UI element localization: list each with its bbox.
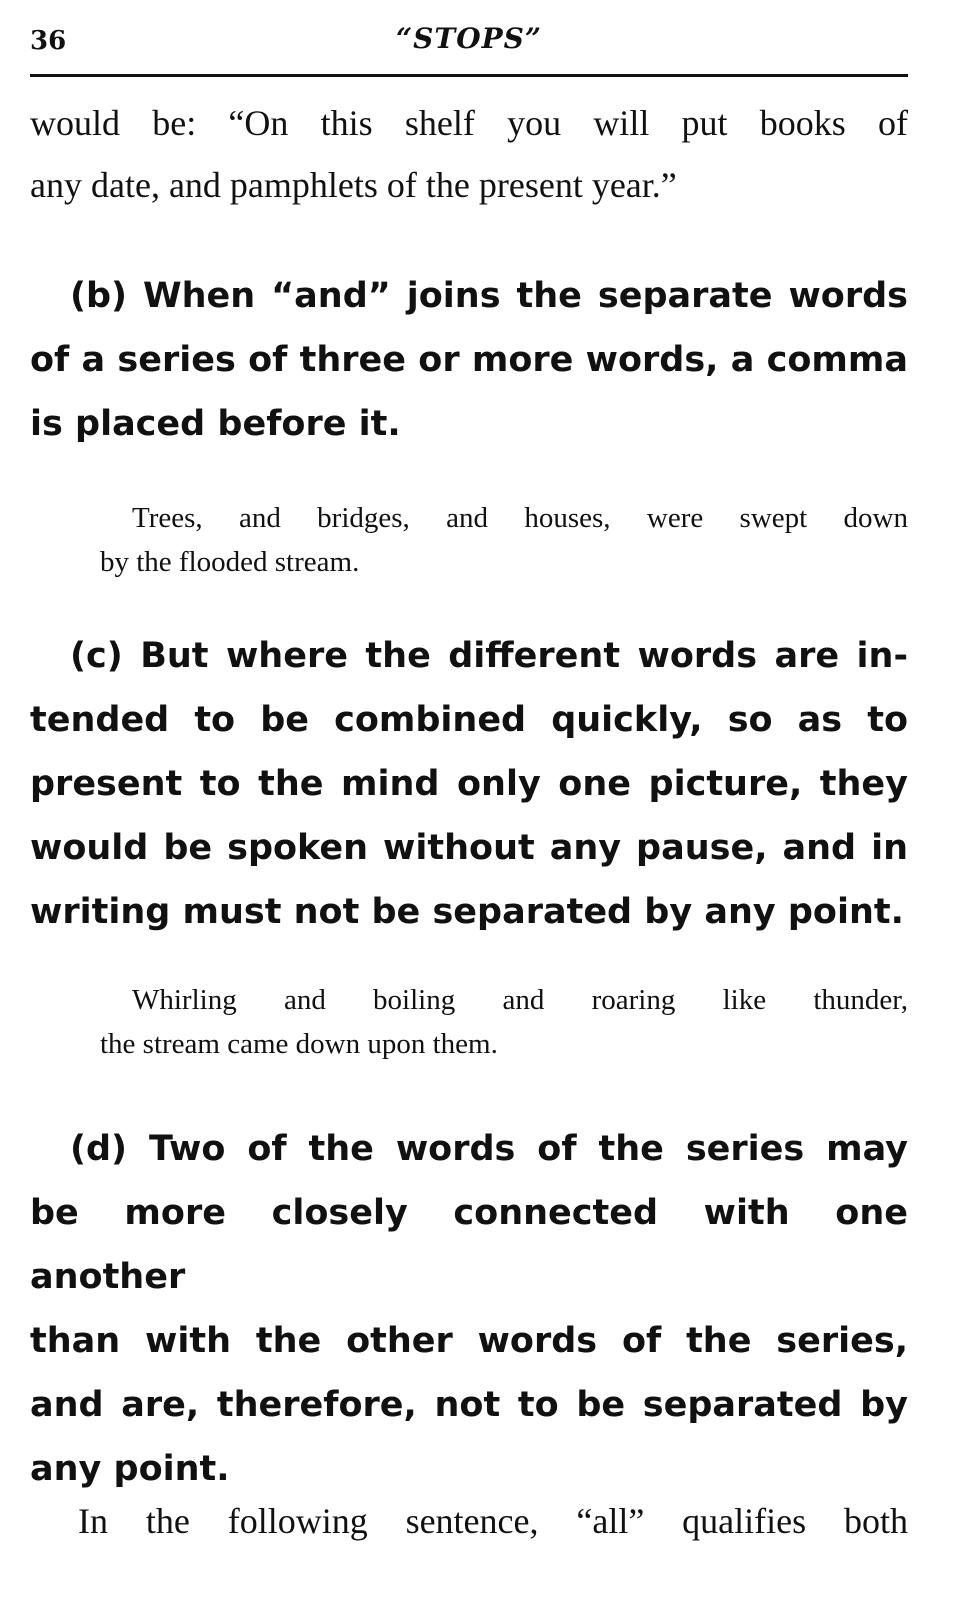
text-line: present to the mind only one picture, they [30,764,908,804]
example-line: the stream came down upon them. [100,1028,498,1060]
text-line: would be spoken without any pause, and in [30,828,908,868]
rule-d-paragraph [30,1117,908,1501]
example-line: Trees, and bridges, and houses, were swept down [132,502,908,534]
text-line: In the following sentence, “all” qualifies both [78,1501,908,1541]
text-line: would be: “On this shelf you will put books of [30,103,908,143]
text-line: is placed before it. [30,404,401,444]
page-header [30,22,908,62]
continuation-paragraph [30,92,908,216]
text-line: than with the other words of the series, [30,1321,908,1361]
text-line: any date, and pamphlets of the present year.” [30,165,677,205]
example-line: by the flooded stream. [100,546,360,578]
text-line: tended to be combined quickly, so as to [30,700,908,740]
text-line: and are, therefore, not to be separated by [30,1385,908,1425]
text-line: any point. [30,1449,230,1489]
text-line: (c) But where the different words are in- [70,636,908,676]
text-line: be more closely connected with one another [30,1193,908,1297]
example-line: Whirling and boiling and roaring like thunder, [132,984,908,1016]
running-head: “STOPS” [396,22,542,55]
header-rule [30,74,908,77]
text-line: of a series of three or more words, a comma [30,340,908,380]
rule-b-paragraph [30,264,908,456]
page-number: 36 [30,26,67,56]
text-line: (d) Two of the words of the series may [70,1129,908,1169]
text-line: writing must not be separated by any point. [30,892,904,932]
closing-paragraph [78,1490,908,1552]
example-b [100,496,908,584]
text-line: (b) When “and” joins the separate words [70,276,908,316]
rule-c-paragraph [30,624,908,944]
example-c [100,978,908,1066]
